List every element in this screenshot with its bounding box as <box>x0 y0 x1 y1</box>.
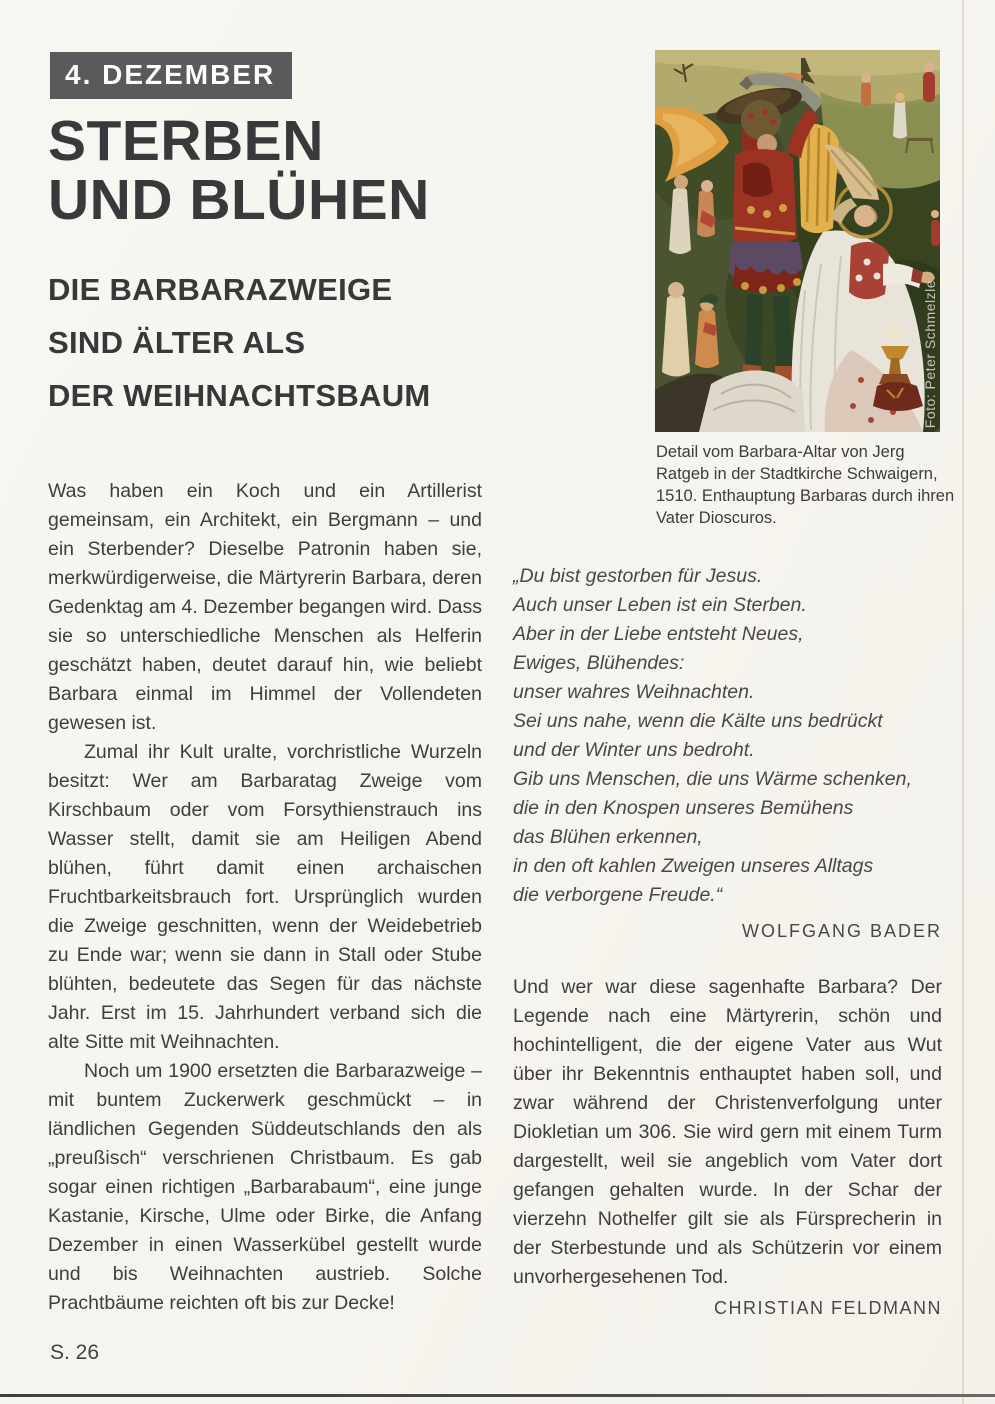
photo-credit: Foto: Peter Schmelzle <box>922 279 938 428</box>
article-body-left <box>48 477 482 1318</box>
quote-line: Gib uns Menschen, die uns Wärme schenken, <box>513 768 912 790</box>
quote-line: Sei uns nahe, wenn die Kälte uns bedrückt <box>513 710 883 732</box>
quote-line: Aber in der Liebe entsteht Neues, <box>513 623 804 645</box>
quote-line: unser wahres Weihnachten. <box>513 681 755 703</box>
author-attribution: CHRISTIAN FELDMANN <box>713 1298 942 1318</box>
quote-line: Auch unser Leben ist ein Sterben. <box>513 594 807 616</box>
page-number: S. 26 <box>50 1341 100 1364</box>
title-line: STERBEN <box>48 109 324 173</box>
quote-line: die in den Knospen unseres Bemühens <box>513 797 854 819</box>
subtitle-line: DIE BARBARAZWEIGE <box>48 272 393 307</box>
article-title <box>48 109 430 232</box>
subtitle-line: SIND ÄLTER ALS <box>48 325 306 360</box>
article-subtitle <box>48 263 431 422</box>
quote-line: „Du bist gestorben für Jesus. <box>513 565 763 587</box>
quote-line: und der Winter uns bedroht. <box>513 739 755 761</box>
painting-illustration <box>655 50 940 432</box>
prayer-quote <box>513 562 942 910</box>
quote-line: in den oft kahlen Zweigen unseres Alltags <box>513 855 874 877</box>
body-paragraph: Zumal ihr Kult uralte, vorchristliche Wurzeln besitzt: Wer am Barbaratag Zweige vom Kirschbaum oder vom Forsythienstrauch ins Wasser stellt, damit sie am Heiligen Abend blühen, führt damit einen archaischen Fruchtbarkeitsbrauch fort. Ursprünglich wurden die Zweige geschnitten, wenn der Weidebetrieb zu Ende war; wenn sie dann in Stall oder Stube blühten, bedeutete das Segen für das nächste Jahr. Erst im 15. Jahrhundert verband sich die alte Sitte mit Weihnachten. <box>48 741 482 1053</box>
article-body-right <box>513 562 942 1323</box>
quote-line: die verborgene Freude.“ <box>513 884 723 906</box>
title-line: UND BLÜHEN <box>48 168 430 232</box>
closing-paragraph: Und wer war diese sagenhafte Barbara? Der Legende nach eine Märtyrerin, schön und hochintelligent, die der eigene Vater aus Wut über ihr Bekenntnis enthauptet haben soll, und zwar während der Christenverfolgung unter Diokletian um 306. Sie wird gern mit einem Turm dargestellt, weil sie angeblich vom Vater dort gefangen gehalten wurde. In der Schar der vierzehn Nothelfer gilt sie als Fürsprecherin in der Sterbestunde und als Schützerin vor einem unvorhergesehenen Tod. <box>513 976 942 1288</box>
quote-attribution: WOLFGANG BADER <box>741 921 942 941</box>
quote-line: das Blühen erkennen, <box>513 826 703 848</box>
image-caption: Detail vom Barbara-Altar von Jerg Ratgeb in der Stadtkirche Schwaigern, 1510. Enthauptung Barbaras durch ihren Vater Dioscuros. <box>656 443 955 527</box>
date-badge: 4. DEZEMBER <box>50 52 292 99</box>
body-paragraph: Was haben ein Koch und ein Artillerist gemeinsam, ein Architekt, ein Bergmann – und ein Sterbender? Dieselbe Patronin haben sie, merkwürdigerweise, die Märtyrerin Barbara, deren Gedenktag am 4. Dezember begangen wird. Dass sie so unterschiedliche Menschen als Helferin geschätzt haben, deutet darauf hin, wie beliebt Barbara einmal im Himmel der Vollendeten gewesen ist. <box>48 480 482 734</box>
scan-bottom-edge <box>0 1394 995 1397</box>
quote-line: Ewiges, Blühendes: <box>513 652 685 674</box>
subtitle-line: DER WEIHNACHTSBAUM <box>48 378 431 413</box>
barbara-altar-painting <box>655 50 940 432</box>
body-paragraph: Noch um 1900 ersetzten die Barbarazweige – mit buntem Zuckerwerk geschmückt – in ländlichen Gegenden Süddeutschlands den als „preußisch“ verschrienen Christbaum. Es gab sogar einen richtigen „Barbarabaum“, eine junge Kastanie, Kirsche, Ulme oder Birke, die Anfang Dezember in einen Wasserkübel gestellt wurde und bis Weihnachten austrieb. Solche Prachtbäume reichten oft bis zur Decke! <box>48 1060 482 1314</box>
paper-crease <box>962 0 964 1404</box>
